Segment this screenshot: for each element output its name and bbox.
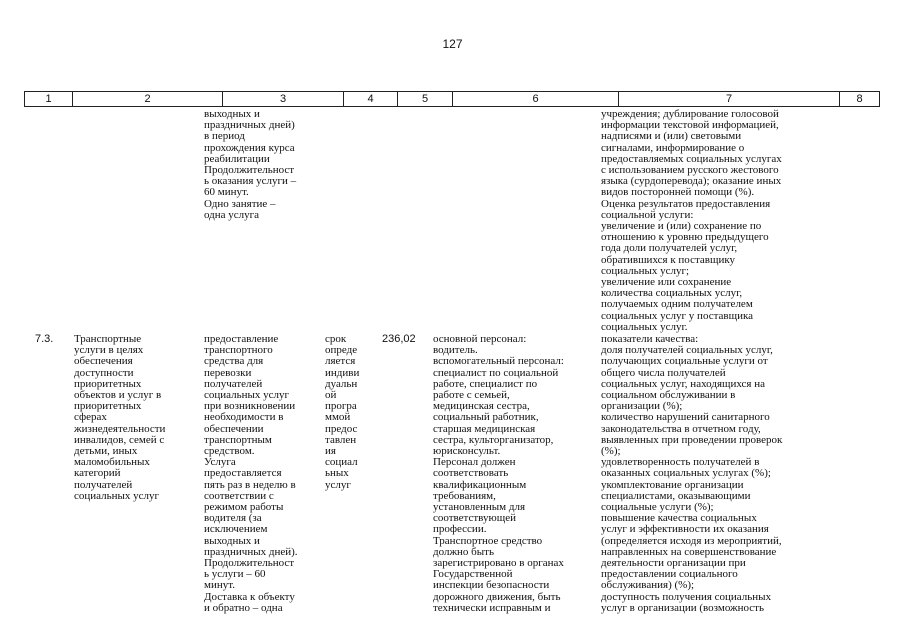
- header-col-4: 4: [344, 92, 398, 106]
- header-col-3: 3: [223, 92, 344, 106]
- row-7-3-quality-indicators: показатели качества: доля получателей социальных услуг, получающих социальные услуги от общего числа получателей социальных услуг, находящихся на социальном обслуживании в организации (%); количество нарушений санитарного законодательства в отчетном году, выявленных при проведении проверок (%); удовлетворенность получателей в оказанных социальных услугах (%); укомплектование организации специалистами, оказывающими социальные услуги (%); повышение качества социальных услуг и эффективности их оказания (определяется исходя из мероприятий, направленных на совершенствование деятельности организации при предоставлении социального обслуживания) (%); доступность получения социальных услуг в организации (возможность: [601, 334, 783, 614]
- row-7-3-description: предоставление транспортного средства для перевозки получателей социальных услуг при возникновении необходимости в обеспечении транспортным средством. Услуга предоставляется пять раз в неделю в соответствии с режимом работы водителя (за исключением выходных и праздничных дней). Продолжительност ь услуги – 60 минут. Доставка к объекту и обратно – одна: [204, 334, 298, 614]
- page-number: 127: [442, 37, 463, 51]
- table-header-row: [24, 91, 880, 107]
- header-col-1: 1: [25, 92, 73, 106]
- header-col-5: 5: [398, 92, 453, 106]
- header-col-2: 2: [73, 92, 223, 106]
- row-7-3-term: срок опреде ляется индиви дуальн ой програ ммой предос тавлен ия социал ьных услуг: [325, 334, 360, 491]
- row-7-3-conditions: основной персонал: водитель. вспомогательный персонал: специалист по социальной работе, специалист по работе с семьей, медицинская сестра, социальный работник, старшая медицинская сестра, культорганизатор, юрисконсульт. Персонал должен соответствовать квалификационным требованиям, установленным для соответствующей профессии. Транспортное средство должно быть зарегистрировано в органах Государственной инспекции безопасности дорожного движения, быть технически исправным и: [433, 334, 564, 614]
- header-col-6: 6: [453, 92, 619, 106]
- row-7-3-tariff: 236,02: [382, 334, 416, 345]
- row-7-3-number: 7.3.: [35, 334, 54, 345]
- continued-row-col-7: учреждения; дублирование голосовой информации текстовой информацией, надписями и (или) световыми сигналами, информирование о предоставляемых социальных услугах с использованием русского жестового языка (сурдоперевода); оказание иных видов посторонней помощи (%). Оценка результатов предоставления социальной услуги: увеличение и (или) сохранение по отношению к уровню предыдущего года доли получателей услуг, обратившихся к поставщику социальных услуг; увеличение или сохранение количества социальных услуг, получаемых одним получателем социальных услуг у поставщика социальных услуг.: [601, 109, 782, 333]
- header-col-7: 7: [619, 92, 840, 106]
- row-7-3-service-name: Транспортные услуги в целях обеспечения доступности приоритетных объектов и услуг в приоритетных сферах жизнедеятельности инвалидов, семей с детьми, иных маломобильных категорий получателей социальных услуг: [74, 334, 166, 502]
- continued-row-col-3: выходных и праздничных дней) в период прохождения курса реабилитации Продолжительност ь оказания услуги – 60 минут. Одно занятие – одна услуга: [204, 109, 297, 221]
- header-col-8: 8: [856, 93, 863, 105]
